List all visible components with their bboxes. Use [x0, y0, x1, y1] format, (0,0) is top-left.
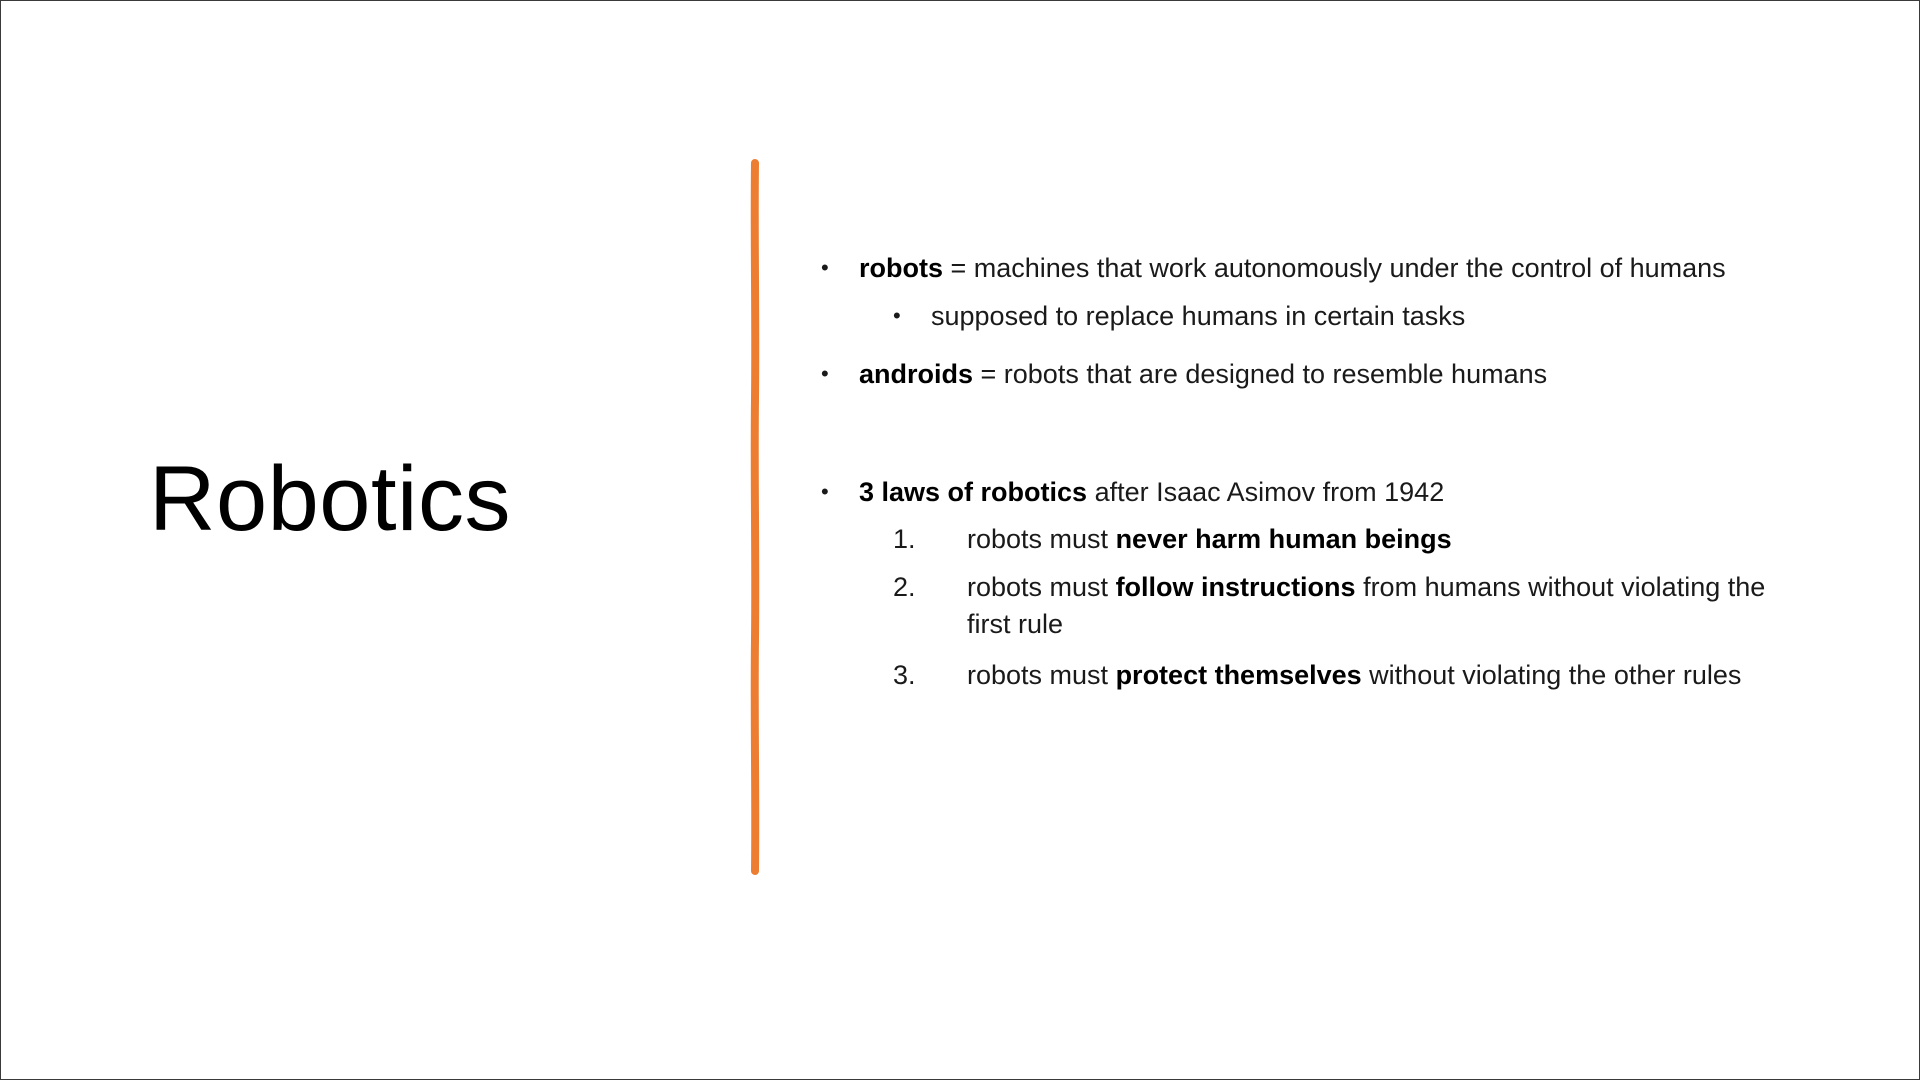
- definition-androids: = robots that are designed to resemble humans: [973, 359, 1548, 389]
- slide-title: Robotics: [149, 448, 511, 550]
- law-text: [967, 521, 1793, 558]
- bullet-icon: •: [821, 255, 829, 280]
- law-item: [893, 657, 1793, 694]
- law-text: [967, 657, 1793, 694]
- term-laws: 3 laws of robotics: [859, 477, 1088, 507]
- law-text-pre: robots must: [967, 572, 1116, 602]
- sub-bullet-text: supposed to replace humans in certain tasks: [931, 301, 1466, 331]
- bullet-androids: [821, 355, 1547, 393]
- laws-rest: after Isaac Asimov from 1942: [1087, 477, 1445, 507]
- law-item: [893, 521, 1793, 558]
- law-text-pre: robots must: [967, 660, 1116, 690]
- term-robots: robots: [859, 253, 943, 283]
- law-number: 1.: [893, 524, 916, 554]
- bullet-laws: [821, 473, 1444, 511]
- sub-bullet-robots: [893, 297, 1465, 335]
- law-number: 2.: [893, 572, 916, 602]
- divider-line: [746, 159, 764, 875]
- law-text-pre: robots must: [967, 524, 1116, 554]
- bullet-icon: •: [821, 361, 829, 386]
- law-text-bold: never harm human beings: [1115, 524, 1452, 554]
- law-text-post: without violating the other rules: [1361, 660, 1742, 690]
- law-text-bold: follow instructions: [1115, 572, 1356, 602]
- term-androids: androids: [859, 359, 974, 389]
- law-number: 3.: [893, 660, 916, 690]
- law-text: [967, 569, 1793, 643]
- bullet-icon: •: [821, 479, 829, 504]
- bullet-icon: •: [893, 303, 901, 328]
- law-text-post: from humans without violating the first rule: [967, 572, 1766, 639]
- bullet-robots: [821, 249, 1726, 287]
- law-text-bold: protect themselves: [1115, 660, 1362, 690]
- law-item: [893, 569, 1793, 643]
- definition-robots: = machines that work autonomously under the control of humans: [943, 253, 1726, 283]
